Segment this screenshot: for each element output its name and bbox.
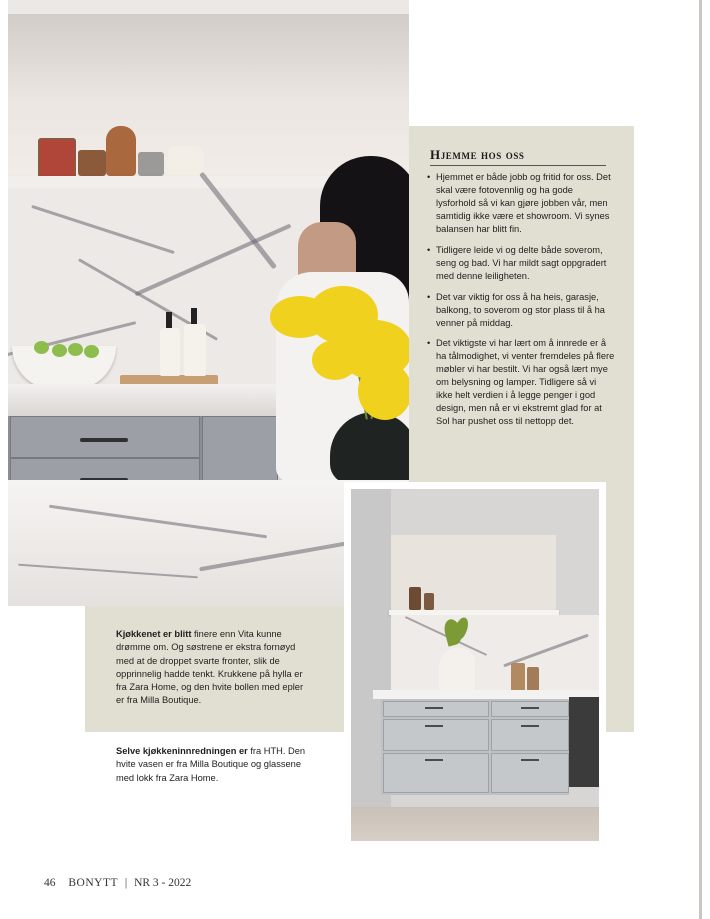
photo-ceiling <box>8 0 409 14</box>
photo2-drawer <box>491 701 569 717</box>
mimosa-flower <box>312 340 358 380</box>
photo2-jar <box>527 667 539 691</box>
caption-lead: Kjøkkenet er blitt <box>116 629 192 639</box>
bullet-text: Hjemmet er både jobb og fritid for oss. Det skal være fotovennlig og ha gode lysforhold så vi kan gjøre jobben vår, men samtidig ikke være et showroom. Vi synes balansen har blitt fin. <box>436 172 611 234</box>
photo2-countertop <box>373 690 599 699</box>
bullet-dot: • <box>427 338 431 349</box>
kitchen-photo-2-image <box>351 489 599 841</box>
photo2-handle <box>425 759 443 761</box>
photo2-handle <box>425 707 443 709</box>
sidebar-title: Hjemme hos oss <box>430 147 606 166</box>
magazine-name: BONYTT <box>68 877 119 889</box>
sidebar-bullet <box>427 244 615 283</box>
photo2-vase <box>439 648 475 692</box>
sidebar-bullets <box>427 171 615 436</box>
photo2-cabinets <box>381 699 569 795</box>
soap-pump <box>191 308 197 324</box>
caption-lead: Selve kjøkkeninnredningen er <box>116 746 248 756</box>
marble-vein <box>18 564 198 579</box>
shelf-cutting-board <box>106 126 136 176</box>
apple <box>52 344 67 357</box>
shelf-bowl-wood <box>78 150 106 176</box>
page-footer <box>44 877 195 889</box>
photo2-handle <box>521 759 539 761</box>
bullet-text: Det viktigste vi har lært om å innrede er å ha tålmodighet, vi venter fremdeles på flere møbler vi har bestilt. Vi har også lært mye om belysning og lamper. Tidligere så vi ikke helt verdien i å legge penger i god design, men nå er vi ekstremt glad for at Sol har pushet oss til nettopp det. <box>436 338 615 427</box>
photo2-marble <box>391 615 599 691</box>
apple <box>34 341 49 354</box>
shelf-jar-red <box>38 138 76 180</box>
photo2-handle <box>425 725 443 727</box>
bullet-dot: • <box>427 291 431 302</box>
apple <box>68 343 83 356</box>
page-edge-line <box>699 0 702 919</box>
photo2-handle <box>521 725 539 727</box>
photo2-floor <box>351 807 599 841</box>
bullet-dot: • <box>427 244 431 255</box>
shelf-bowl-metal <box>138 152 164 176</box>
caption-text: finere enn Vita kunne drømme om. Og søstrene er ekstra fornøyd med at de droppet svarte fronter, slik de opprinnelig hadde tenkt. Krukkene på hylla er fra Zara Home, og den hvite bollen med epler er fra Milla Boutique. <box>116 629 304 706</box>
photo2-handle <box>521 707 539 709</box>
shelf-pitcher <box>168 146 204 176</box>
page-number: 46 <box>44 877 56 889</box>
kitchen-photo-2 <box>344 482 606 848</box>
photo2-drawer <box>491 719 569 751</box>
footer-separator: | <box>124 877 128 889</box>
cabinet-handle <box>80 438 128 442</box>
issue-label: NR 3 - 2022 <box>134 877 192 889</box>
soap-bottle <box>184 324 206 376</box>
photo2-jar <box>424 593 434 610</box>
bullet-dot: • <box>427 172 431 182</box>
photo2-drawer <box>383 719 489 751</box>
marble-vein <box>49 505 267 539</box>
soap-bottle <box>160 328 180 376</box>
photo2-jar <box>511 663 525 691</box>
apple <box>84 345 99 358</box>
sidebar-bullet <box>427 337 615 428</box>
bullet-text: Tidligere leide vi og delte både soverom, seng og bad. Vi har mildt sagt oppgradert med denne leiligheten. <box>436 244 607 281</box>
countertop <box>8 384 288 416</box>
sidebar-bullet <box>427 291 615 330</box>
bullet-text: Det var viktig for oss å ha heis, garasje, balkong, to soverom og stor plass til å ha venner på middag. <box>436 291 605 328</box>
sidebar-bullet <box>427 171 615 236</box>
kitchen-caption <box>116 628 310 708</box>
photo2-oven <box>569 697 599 787</box>
mimosa-flower <box>358 362 409 420</box>
photo2-jar <box>409 587 421 610</box>
photo2-drawer <box>383 701 489 717</box>
marble-vein <box>31 205 175 254</box>
caption-text: fra HTH. Den hvite vasen er fra Milla Boutique og glassene med lokk fra Zara Home. <box>116 746 306 783</box>
cabinet-drawer <box>10 416 200 458</box>
soap-pump <box>166 312 172 328</box>
interior-caption <box>116 745 310 785</box>
